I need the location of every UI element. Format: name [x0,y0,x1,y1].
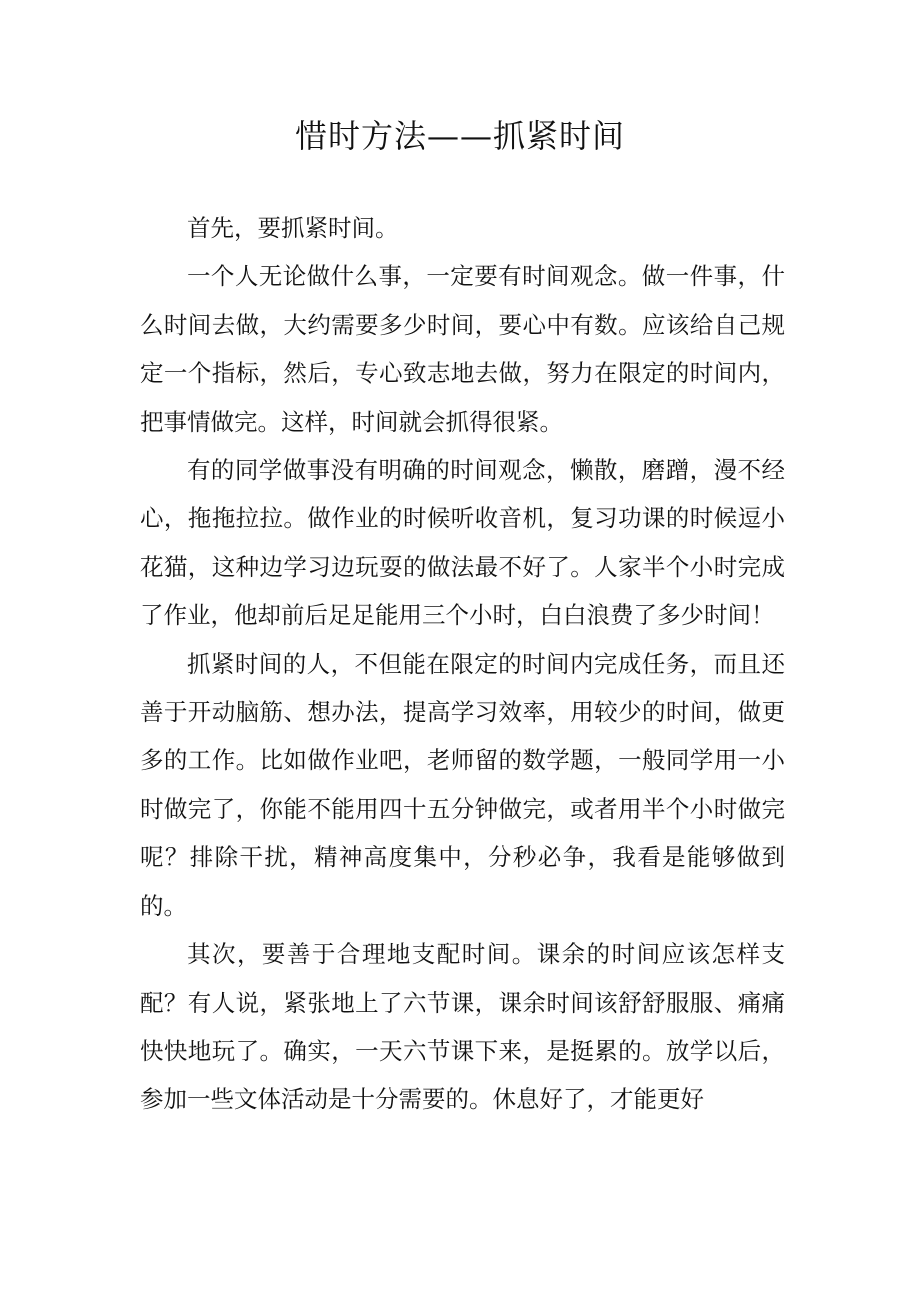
paragraph-1: 首先，要抓紧时间。 [187,214,399,242]
document-body [140,204,785,1124]
page-title: 惜时方法——抓紧时间 [294,117,625,155]
paragraph-5: 其次，要善于合理地支配时间。课余的时间应该怎样支配？有人说，紧张地上了六节课，课余时间该舒舒服服、痛痛快快地玩了。确实，一天六节课下来，是挺累的。放学以后，参加一些文体活动是十分需要的。休息好了，才能更好 [140,940,785,1114]
paragraph-4: 抓紧时间的人，不但能在限定的时间内完成任务，而且还善于开动脑筋、想办法，提高学习效率，用较少的时间，做更多的工作。比如做作业吧，老师留的数学题，一般同学用一小时做完了，你能不能用四十五分钟做完，或者用半个小时做完呢？排除干扰，精神高度集中，分秒必争，我看是能够做到的。 [140,649,785,920]
paragraph-2: 一个人无论做什么事，一定要有时间观念。做一件事，什么时间去做，大约需要多少时间，要心中有数。应该给自己规定一个指标，然后，专心致志地去做，努力在限定的时间内，把事情做完。这样，时间就会抓得很紧。 [140,262,785,436]
paragraph-3: 有的同学做事没有明确的时间观念，懒散，磨蹭，漫不经心，拖拖拉拉。做作业的时候听收音机，复习功课的时候逗小花猫，这种边学习边玩耍的做法最不好了。人家半个小时完成了作业，他却前后足足能用三个小时，白白浪费了多少时间！ [140,456,785,630]
